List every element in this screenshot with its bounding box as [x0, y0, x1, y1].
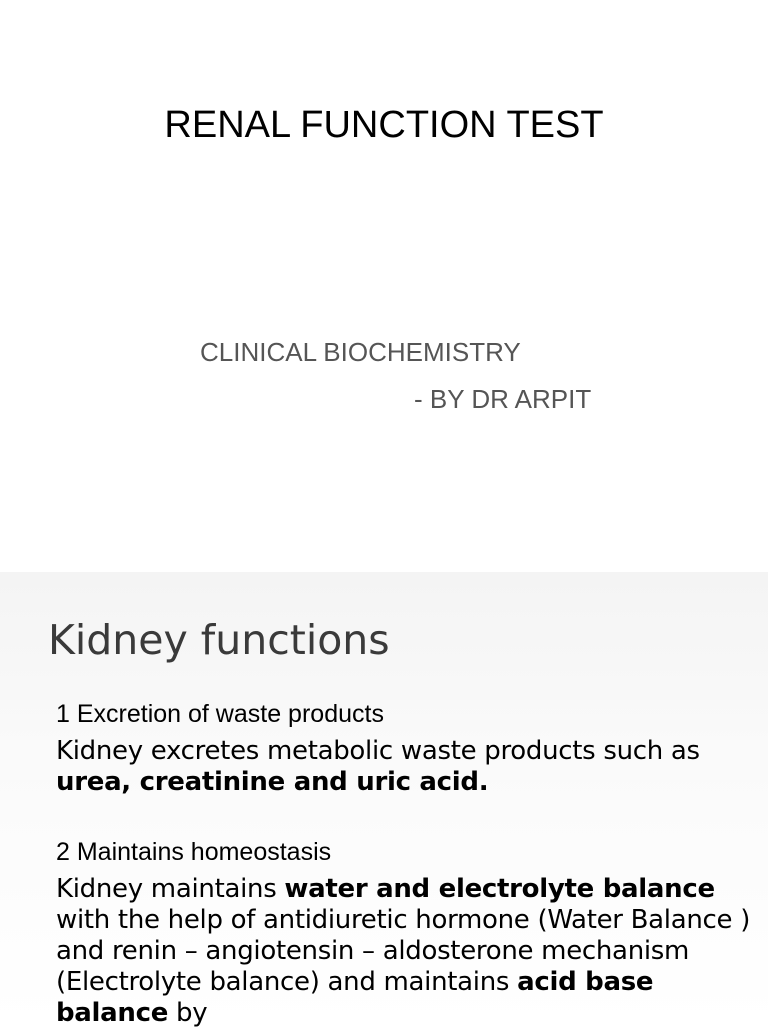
- excretion-bold-text: urea, creatinine and uric acid.: [56, 767, 489, 797]
- section-text-excretion: [56, 736, 756, 798]
- homeostasis-bold-b: acid base balance: [56, 967, 654, 1028]
- content-slide-title: Kidney functions: [48, 616, 390, 664]
- slide-title: RENAL FUNCTION TEST: [164, 104, 604, 146]
- homeostasis-text-a: Kidney maintains: [56, 874, 285, 904]
- section-heading-homeostasis: 2 Maintains homeostasis: [56, 838, 332, 866]
- homeostasis-bold-a: water and electrolyte balance: [284, 874, 715, 904]
- section-heading-excretion: 1 Excretion of waste products: [56, 700, 384, 728]
- homeostasis-text-b: with the help of antidiuretic hormone (Water Balance ) and renin – angiotensin – aldosterone mechanism (Electrolyte balance) and maintains: [56, 905, 751, 997]
- slide-author: - BY DR ARPIT: [414, 384, 592, 414]
- homeostasis-text-c: by: [168, 998, 208, 1028]
- slide-subtitle: CLINICAL BIOCHEMISTRY: [200, 337, 521, 367]
- excretion-text: Kidney excretes metabolic waste products such as: [56, 736, 700, 766]
- section-text-homeostasis: [56, 874, 756, 1029]
- content-slide: [0, 572, 768, 1028]
